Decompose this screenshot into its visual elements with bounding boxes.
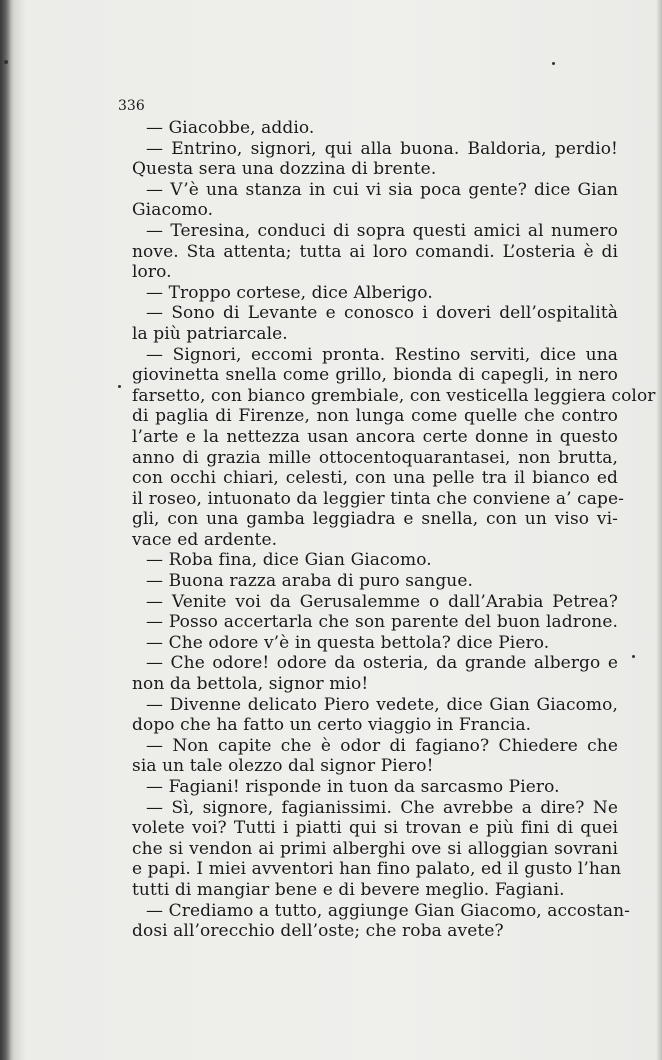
text-line: — Sì, signore, fagianissimi. Che avrebbe a dire? Ne bbox=[146, 797, 618, 818]
text-line: dosi all’orecchio dell’oste; che roba avete? bbox=[132, 921, 504, 942]
text-line: sia un tale olezzo dal signor Piero! bbox=[132, 756, 434, 777]
text-line: farsetto, con bianco grembiale, con vesticella leggiera color bbox=[132, 385, 656, 406]
text-line: anno di grazia mille ottocentoquarantasei, non brutta, bbox=[132, 447, 618, 468]
text-line: — Teresina, conduci di sopra questi amici al numero bbox=[146, 220, 618, 241]
text-line: tutti di mangiar bene e di bevere meglio. Fagiani. bbox=[132, 879, 565, 900]
binding-gutter bbox=[0, 0, 10, 1060]
text-line: il roseo, intuonato da leggier tinta che conviene a’ cape- bbox=[132, 488, 624, 509]
text-line: la più patriarcale. bbox=[132, 323, 288, 344]
text-line: — Sono di Levante e conosco i doveri dell’ospitalità bbox=[146, 303, 618, 324]
text-line: — Posso accertarla che son parente del buon ladrone. bbox=[146, 612, 618, 633]
text-line: — Entrino, signori, qui alla buona. Baldoria, perdio! bbox=[146, 138, 618, 159]
page-edge bbox=[656, 0, 662, 1060]
text-line: — Troppo cortese, dice Alberigo. bbox=[146, 282, 433, 303]
text-line: — Che odore! odore da osteria, da grande albergo e bbox=[146, 653, 618, 674]
text-line: l’arte e la nettezza usan ancora certe donne in questo bbox=[132, 426, 618, 447]
text-line: — Crediamo a tutto, aggiunge Gian Giacomo, accostan- bbox=[146, 900, 630, 921]
text-line: giovinetta snella come grillo, bionda di capegli, in nero bbox=[132, 365, 618, 386]
text-line: — Fagiani! risponde in tuon da sarcasmo Piero. bbox=[146, 777, 560, 797]
text-line: Questa sera una dozzina di brente. bbox=[132, 159, 437, 180]
text-line: — Roba fina, dice Gian Giacomo. bbox=[146, 550, 432, 571]
text-line: che si vendon ai primi alberghi ove si alloggian sovrani bbox=[132, 838, 618, 859]
body-text bbox=[132, 118, 656, 942]
scan-speck bbox=[118, 385, 121, 388]
text-line: con occhi chiari, celesti, con una pelle tra il bianco ed bbox=[132, 468, 618, 489]
text-line: — Buona razza araba di puro sangue. bbox=[146, 571, 474, 592]
text-line: non da bettola, signor mio! bbox=[132, 674, 369, 695]
page-number: 336 bbox=[118, 98, 145, 114]
text-line: di paglia di Firenze, non lunga come quelle che contro bbox=[132, 406, 618, 427]
text-line: — V’è una stanza in cui vi sia poca gente? dice Gian bbox=[146, 179, 618, 200]
text-line: gli, con una gamba leggiadra e snella, con un viso vi- bbox=[132, 509, 618, 530]
text-line: — Signori, eccomi pronta. Restino serviti, dice una bbox=[146, 344, 618, 365]
text-line: dopo che ha fatto un certo viaggio in Francia. bbox=[132, 715, 532, 736]
text-line: vace ed ardente. bbox=[132, 529, 278, 550]
text-line: — Non capite che è odor di fagiano? Chiedere che bbox=[146, 735, 618, 756]
scan-speck bbox=[4, 60, 8, 64]
text-line: nove. Sta attenta; tutta ai loro comandi. L’osteria è di bbox=[132, 241, 618, 262]
text-line: loro. bbox=[132, 262, 172, 283]
text-line: Giacomo. bbox=[132, 200, 214, 221]
text-line: volete voi? Tutti i piatti qui si trovan e più fini di quei bbox=[132, 818, 618, 839]
text-line: — Che odore v’è in questa bettola? dice Piero. bbox=[146, 632, 550, 653]
text-line: — Giacobbe, addio. bbox=[146, 118, 315, 138]
scan-speck bbox=[552, 62, 555, 65]
text-line: e papi. I miei avventori han fino palato, ed il gusto l’han bbox=[132, 859, 622, 880]
text-line: — Divenne delicato Piero vedete, dice Gian Giacomo, bbox=[146, 694, 618, 715]
text-line: — Venite voi da Gerusalemme o dall’Arabia Petrea? bbox=[146, 591, 618, 612]
scan-speck bbox=[632, 655, 635, 658]
